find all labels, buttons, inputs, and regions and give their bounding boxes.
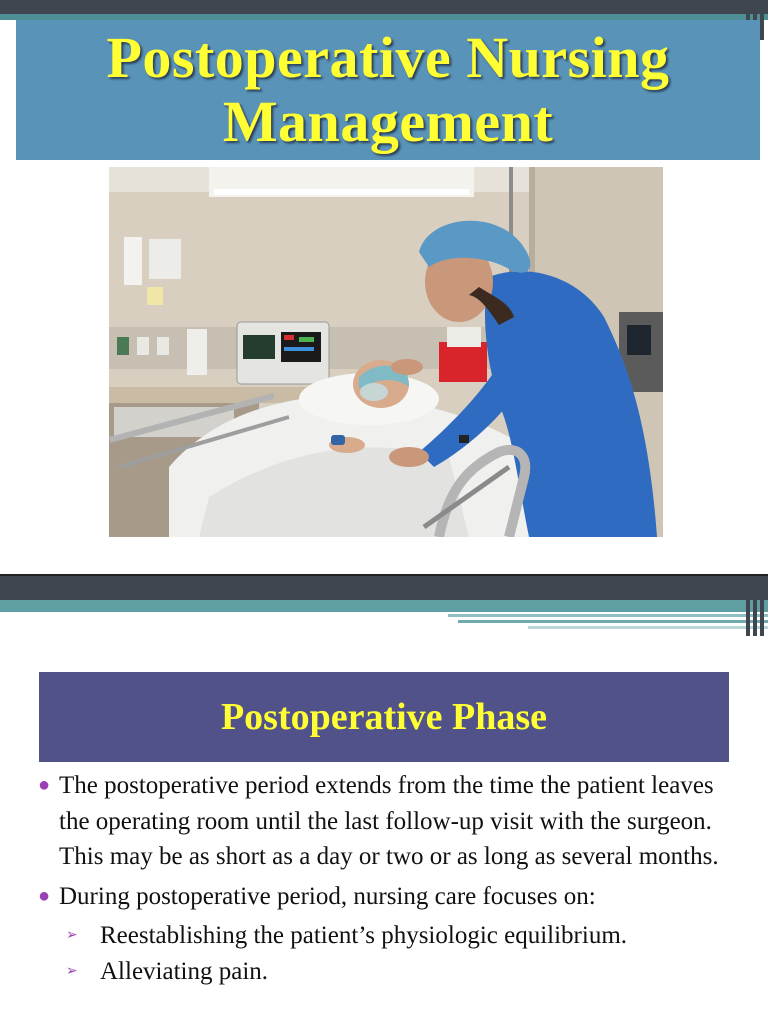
- sub-bullet-item: [36, 918, 746, 954]
- section-heading: Postoperative Phase: [220, 696, 548, 738]
- title-banner: [16, 20, 760, 160]
- bullet-list: [36, 768, 746, 989]
- nurse-patient-photo: [109, 167, 663, 537]
- section-heading-banner: [39, 672, 729, 762]
- sub-bullet-text: Reestablishing the patient’s physiologic equilibrium.: [100, 922, 628, 949]
- slide-top-bar: [0, 0, 768, 14]
- slide-accent-bar: [0, 600, 768, 612]
- bullet-text: The postoperative period extends from the time the patient leaves the operating room until the last follow-up visit with the surgeon. This may be as short as a day or two or as long as several months.: [59, 772, 719, 870]
- bullet-item: [36, 879, 746, 915]
- round-bullet-icon: ●: [38, 774, 51, 796]
- corner-decoration: [744, 576, 768, 636]
- sub-bullet-item: [36, 954, 746, 990]
- slide-top-bar: [0, 576, 768, 600]
- arrow-bullet-icon: ➢: [66, 928, 78, 943]
- bullet-text: During postoperative period, nursing care focuses on:: [59, 882, 596, 910]
- slide-title-line-2: Management: [222, 89, 554, 154]
- arrow-bullet-icon: ➢: [66, 963, 78, 979]
- bullet-item: [36, 768, 746, 875]
- slide-title-line-1: Postoperative Nursing: [106, 25, 670, 90]
- round-bullet-icon: ●: [38, 884, 51, 907]
- accent-stripes: [448, 612, 768, 632]
- slide-2: [0, 576, 768, 1024]
- sub-bullet-text: Alleviating pain.: [100, 957, 269, 985]
